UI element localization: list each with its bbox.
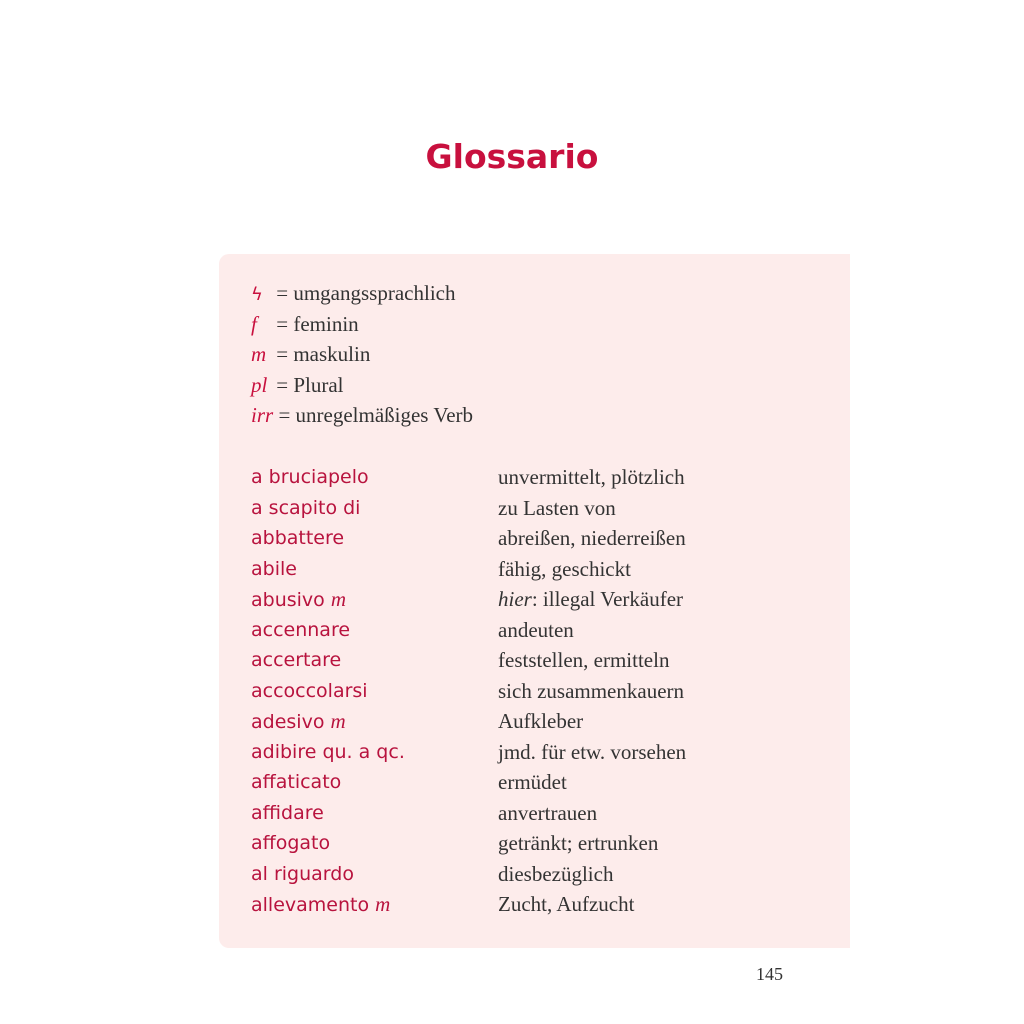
- glossary-entry: [251, 706, 811, 737]
- legend-row: [251, 339, 473, 370]
- entry-definition-text: diesbezüglich: [498, 861, 614, 886]
- glossary-box: [219, 254, 850, 948]
- entry-term-text: adibire qu. a qc.: [251, 740, 405, 763]
- entry-definition-text: zu Lasten von: [498, 495, 616, 520]
- entry-term: [251, 828, 330, 859]
- legend-row: [251, 370, 473, 401]
- entry-definition-text: anvertrauen: [498, 800, 598, 825]
- entry-definition-text: unvermittelt, plötzlich: [498, 465, 685, 489]
- entry-term: [251, 706, 346, 738]
- entry-term: [251, 554, 297, 585]
- entry-term: [251, 859, 354, 890]
- entry-term-text: adesivo: [251, 711, 325, 733]
- entry-term: [251, 676, 368, 707]
- entry-term-text: allevamento: [251, 894, 370, 916]
- legend-abbreviation: f: [251, 311, 257, 336]
- legend-row: [251, 278, 473, 309]
- glossary-entry: [251, 523, 811, 554]
- page-number: 145: [756, 964, 783, 984]
- glossary-entry: [251, 676, 811, 707]
- legend-meaning: maskulin: [293, 342, 371, 366]
- entry-definition: [498, 676, 684, 707]
- legend-separator: =: [273, 403, 296, 427]
- entry-definition: [498, 737, 686, 768]
- entry-term-text: a scapito di: [251, 496, 361, 519]
- glossary-entry: [251, 645, 811, 676]
- entry-definition: [498, 493, 616, 524]
- legend-meaning: feminin: [293, 311, 359, 336]
- entry-term: [251, 493, 360, 524]
- entry-term-text: accennare: [251, 618, 351, 641]
- glossary-entry: [251, 462, 811, 493]
- legend-separator: =: [271, 372, 294, 397]
- abbreviation-legend: [251, 278, 473, 431]
- entry-definition-text: ermüdet: [498, 770, 567, 794]
- colloquial-icon: ϟ: [251, 284, 263, 305]
- legend-row: [251, 400, 473, 431]
- entry-definition-text: getränkt; ertrunken: [498, 831, 659, 855]
- glossary-entry: [251, 554, 811, 585]
- entry-term-text: a bruciapelo: [251, 466, 369, 488]
- glossary-entry: [251, 859, 811, 890]
- glossary-entry: [251, 767, 811, 798]
- entry-definition-text: sich zusammenkauern: [498, 678, 685, 703]
- legend-meaning: Plural: [293, 372, 344, 397]
- entry-term-text: accoccolarsi: [251, 679, 368, 702]
- entry-term-text: abusivo: [251, 589, 325, 611]
- entry-definition-text: Zucht, Aufzucht: [498, 892, 635, 916]
- entry-definition: [498, 767, 567, 798]
- legend-separator: =: [271, 342, 294, 366]
- entry-term-text: abbattere: [251, 527, 345, 549]
- entry-definition-text: fähig, geschickt: [498, 556, 631, 581]
- entry-definition: [498, 615, 574, 646]
- entry-definition: [498, 706, 583, 737]
- glossary-entries: [251, 462, 811, 920]
- legend-row: [251, 309, 473, 340]
- entry-definition-text: Aufkleber: [498, 709, 584, 733]
- entry-term: [251, 737, 405, 768]
- entry-term: [251, 889, 390, 921]
- entry-term-text: affaticato: [251, 771, 342, 793]
- entry-gender: m: [375, 892, 391, 916]
- entry-definition: [498, 645, 669, 676]
- glossary-entry: [251, 615, 811, 646]
- entry-gender: m: [330, 587, 347, 611]
- legend-separator: =: [271, 281, 294, 305]
- entry-definition-text: : illegal Verkäufer: [531, 587, 684, 611]
- entry-definition-text: andeuten: [498, 617, 574, 642]
- entry-definition: [498, 462, 685, 493]
- glossary-entry: [251, 584, 811, 615]
- entry-note: hier: [498, 587, 532, 611]
- entry-definition: [498, 523, 686, 554]
- entry-definition: [498, 828, 658, 859]
- glossary-entry: [251, 828, 811, 859]
- glossary-entry: [251, 737, 811, 768]
- entry-term: [251, 523, 344, 554]
- glossary-entry: [251, 798, 811, 829]
- entry-term-text: accertare: [251, 649, 342, 671]
- entry-term: [251, 798, 324, 829]
- entry-term-text: affogato: [251, 832, 331, 854]
- legend-separator: =: [271, 311, 294, 336]
- entry-definition-text: feststellen, ermitteln: [498, 648, 670, 672]
- entry-definition: [498, 798, 597, 829]
- entry-term-text: abile: [251, 557, 297, 580]
- entry-term: [251, 462, 369, 493]
- glossary-entry: [251, 889, 811, 920]
- entry-term: [251, 645, 341, 676]
- legend-abbreviation: irr: [251, 403, 274, 427]
- entry-definition: [498, 889, 634, 920]
- entry-definition: [498, 859, 613, 890]
- legend-meaning: umgangssprachlich: [293, 281, 456, 305]
- page-title: Glossario: [425, 137, 599, 176]
- entry-term: [251, 584, 346, 616]
- entry-definition-text: abreißen, niederreißen: [498, 526, 686, 550]
- entry-gender: m: [330, 709, 346, 733]
- entry-definition-text: jmd. für etw. vorsehen: [498, 739, 687, 764]
- legend-abbreviation: pl: [251, 372, 268, 397]
- entry-term-text: al riguardo: [251, 862, 354, 885]
- entry-definition: [498, 584, 683, 615]
- entry-definition: [498, 554, 631, 585]
- entry-term: [251, 615, 350, 646]
- legend-meaning: unregelmäßiges Verb: [295, 403, 474, 427]
- entry-term-text: affidare: [251, 801, 324, 824]
- glossary-entry: [251, 493, 811, 524]
- legend-abbreviation: m: [251, 342, 267, 366]
- entry-term: [251, 767, 341, 798]
